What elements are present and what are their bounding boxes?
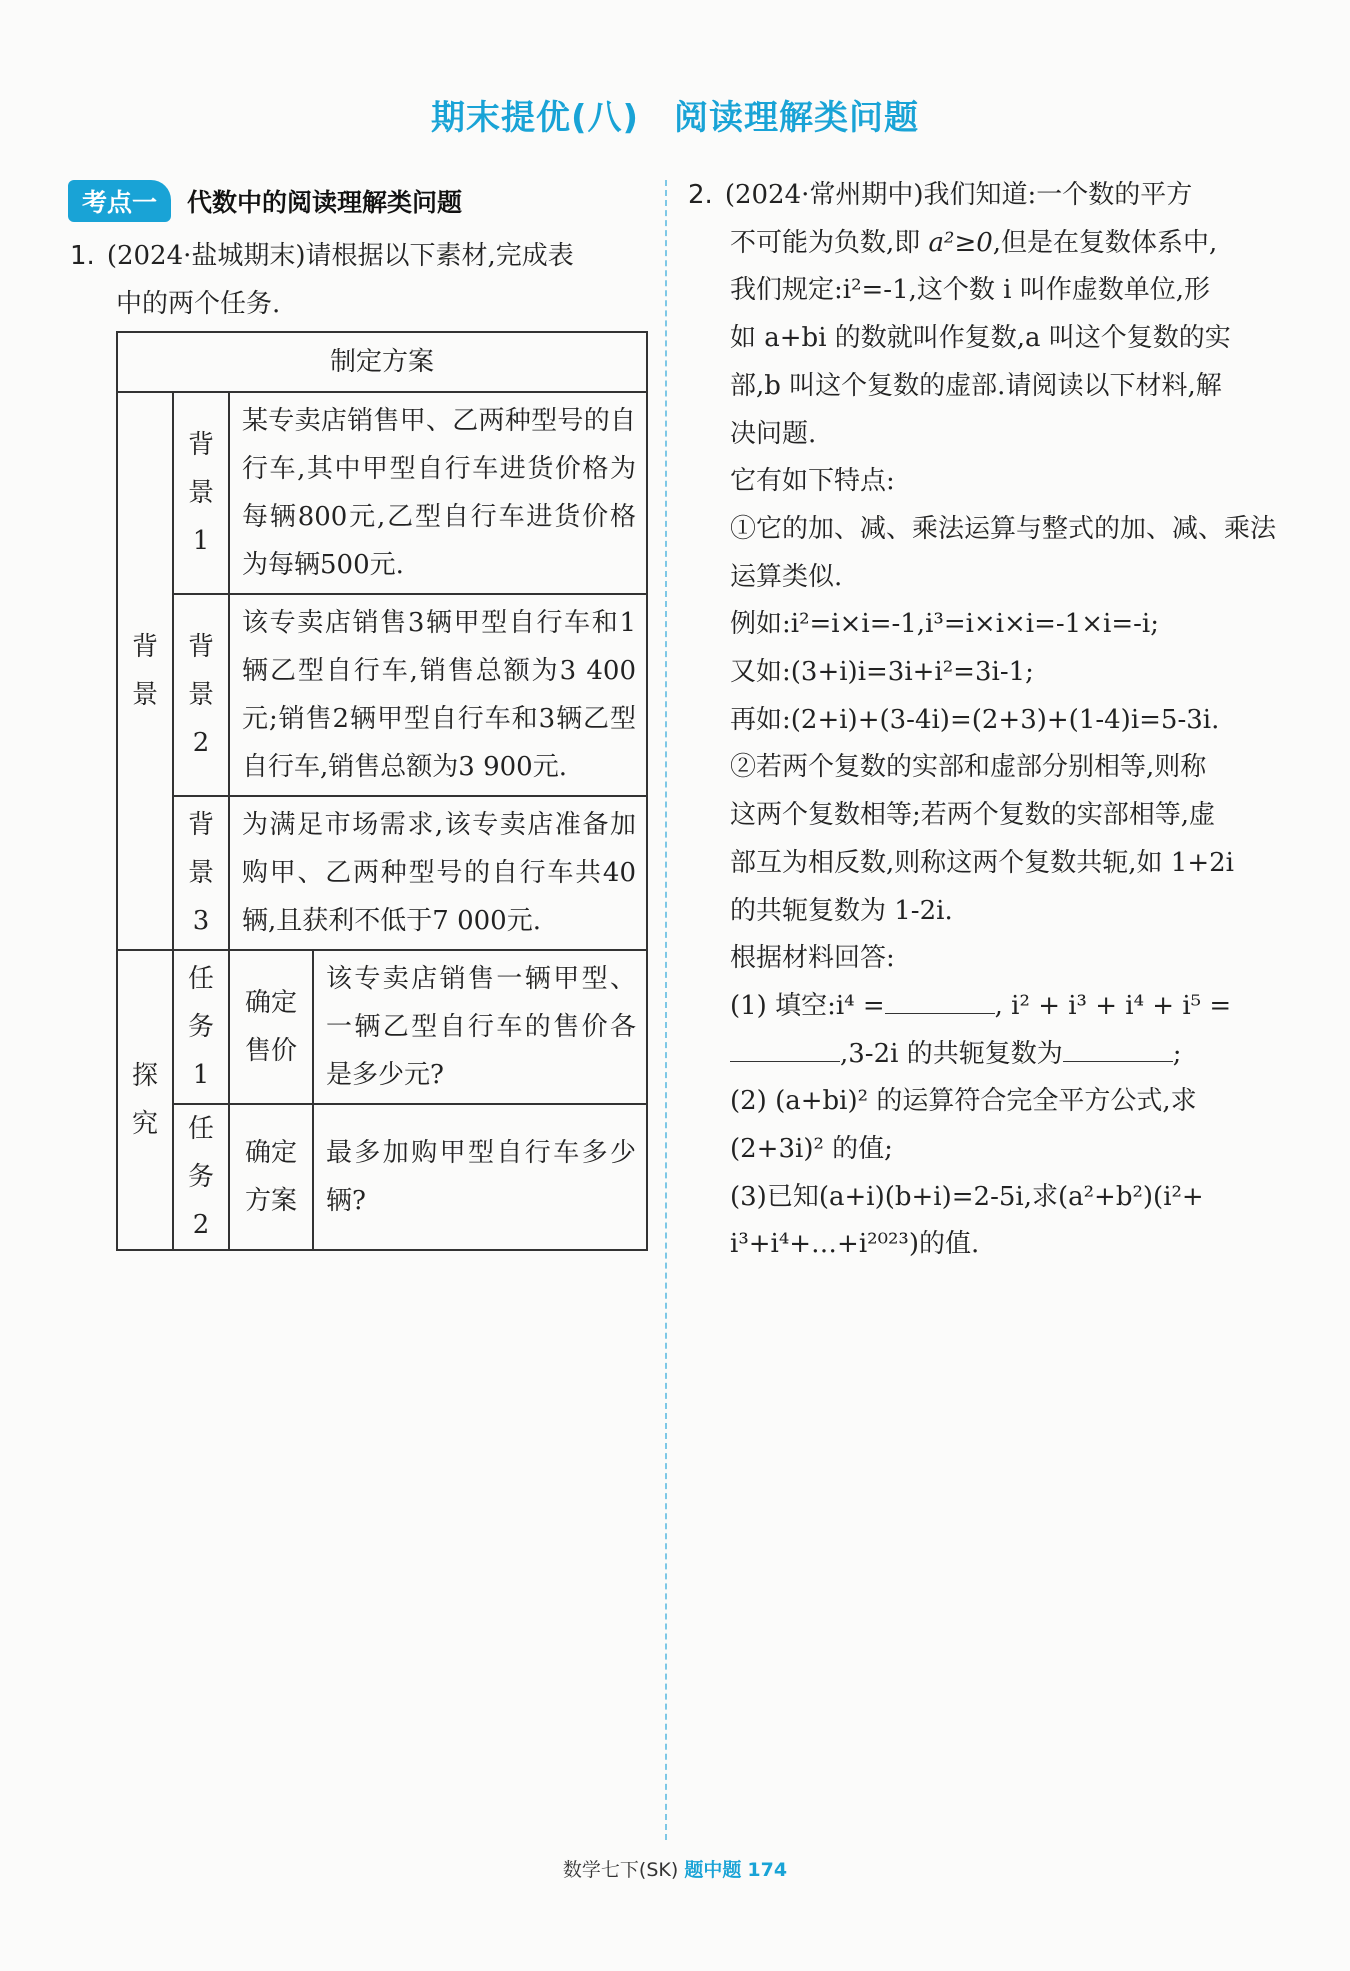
task-2-name: 确定方案 bbox=[229, 1104, 313, 1250]
background-1-label: 背景1 bbox=[173, 392, 229, 594]
explore-group-label: 探究 bbox=[117, 950, 173, 1250]
task-1-text: 该专卖店销售一辆甲型、一辆乙型自行车的售价各是多少元? bbox=[313, 950, 647, 1104]
question-1-stem bbox=[70, 232, 650, 328]
section-title: 代数中的阅读理解类问题 bbox=[187, 188, 463, 217]
table-header: 制定方案 bbox=[117, 332, 647, 392]
q2-line-22: (3)已知(a+i)(b+i)=2-5i,求(a²+b²)(i²+ bbox=[730, 1181, 1204, 1212]
q2-line-4: 如 a+bi 的数就叫作复数,a 叫这个复数的实 bbox=[730, 323, 1231, 354]
left-column bbox=[70, 180, 650, 328]
section-badge: 考点一 bbox=[68, 180, 171, 222]
q2-line-7: 它有如下特点: bbox=[730, 466, 895, 497]
q2-line-12: 再如:(2+i)+(3-4i)=(2+3)+(1-4)i=5-3i. bbox=[730, 704, 1220, 735]
task-1-name: 确定售价 bbox=[229, 950, 313, 1104]
background-group-label: 背景 bbox=[117, 392, 173, 950]
question-2 bbox=[688, 172, 1280, 1269]
answer-blank-2[interactable] bbox=[730, 1041, 840, 1062]
q2-line-8: ①它的加、减、乘法运算与整式的加、减、乘法 bbox=[730, 513, 1277, 544]
q2-line-16: 的共轭复数为 1-2i. bbox=[730, 895, 953, 926]
q2-line-21: (2+3i)² 的值; bbox=[730, 1134, 893, 1165]
q2-line-3: 我们规定:i²=-1,这个数 i 叫作虚数单位,形 bbox=[730, 275, 1210, 306]
q2-line-15: 部互为相反数,则称这两个复数共轭,如 1+2i bbox=[730, 847, 1234, 878]
question-2-number: 2. bbox=[688, 180, 713, 210]
q2-line-1: (2024·常州期中)我们知道:一个数的平方 bbox=[724, 180, 1193, 210]
background-1-text: 某专卖店销售甲、乙两种型号的自行车,其中甲型自行车进货价格为每辆800元,乙型自行车进货价格为每辆500元. bbox=[229, 392, 647, 594]
section-header bbox=[68, 180, 650, 222]
q2-line-19: ,3-2i 的共轭复数为 ; bbox=[688, 1031, 1280, 1079]
plan-table bbox=[116, 331, 648, 1251]
task-2-text: 最多加购甲型自行车多少辆? bbox=[313, 1104, 647, 1250]
task-2-label: 任务2 bbox=[173, 1104, 229, 1250]
q2-line-20: (2) (a+bi)² 的运算符合完全平方公式,求 bbox=[730, 1086, 1197, 1117]
footer-page-number: 174 bbox=[747, 1859, 788, 1881]
q2-line-17: 根据材料回答: bbox=[730, 943, 895, 974]
answer-blank-3[interactable] bbox=[1063, 1041, 1173, 1062]
q2-line-10: 例如:i²=i×i=-1,i³=i×i×i=-1×i=-i; bbox=[730, 609, 1159, 640]
q2-line-23: i³+i⁴+…+i²⁰²³)的值. bbox=[730, 1229, 980, 1260]
background-3-label: 背景3 bbox=[173, 796, 229, 950]
footer-series: 题中题 bbox=[684, 1859, 742, 1881]
q2-line-14: 这两个复数相等;若两个复数的实部相等,虚 bbox=[730, 800, 1216, 831]
q2-line-2: 不可能为负数,即 a²≥0,但是在复数体系中, bbox=[730, 227, 1218, 258]
background-2-label: 背景2 bbox=[173, 594, 229, 796]
background-3-text: 为满足市场需求,该专卖店准备加购甲、乙两种型号的自行车共40辆,且获利不低于7 000元. bbox=[229, 796, 647, 950]
q2-line-13: ②若两个复数的实部和虚部分别相等,则称 bbox=[730, 752, 1207, 783]
q2-line-9: 运算类似. bbox=[730, 561, 843, 592]
footer-book: 数学七下(SK) bbox=[562, 1859, 679, 1881]
answer-blank-1[interactable] bbox=[885, 993, 995, 1014]
question-1-number: 1. bbox=[70, 241, 95, 271]
background-2-text: 该专卖店销售3辆甲型自行车和1辆乙型自行车,销售总额为3 400元;销售2辆甲型自行车和3辆乙型自行车,销售总额为3 900元. bbox=[229, 594, 647, 796]
page-footer bbox=[0, 1855, 1350, 1882]
q2-line-11: 又如:(3+i)i=3i+i²=3i-1; bbox=[730, 657, 1034, 688]
q2-line-5: 部,b 叫这个复数的虚部.请阅读以下材料,解 bbox=[730, 370, 1222, 401]
task-1-label: 任务1 bbox=[173, 950, 229, 1104]
column-divider bbox=[665, 180, 667, 1840]
question-1-line1: (2024·盐城期末)请根据以下素材,完成表 bbox=[106, 241, 574, 271]
question-1-line2: 中的两个任务. bbox=[116, 289, 281, 319]
q2-line-18: (1) 填空:i⁴ = , i² + i³ + i⁴ + i⁵ = bbox=[730, 990, 1232, 1021]
page-title: 期末提优(八) 阅读理解类问题 bbox=[430, 98, 920, 138]
q2-line-6: 决问题. bbox=[730, 418, 817, 449]
